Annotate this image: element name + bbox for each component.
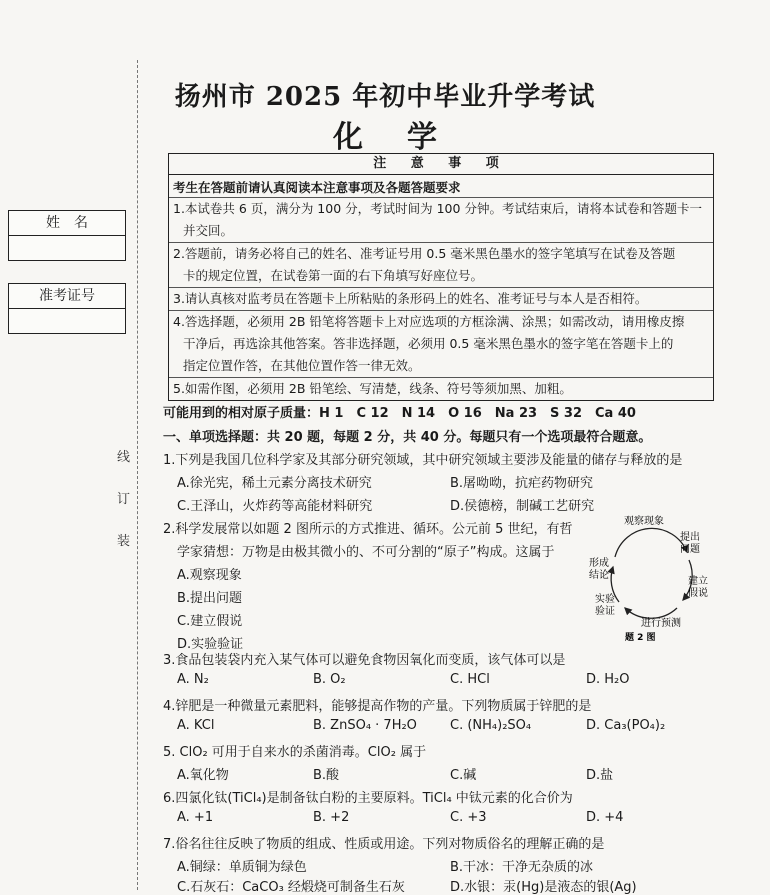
exam-number-label: 准考证号 [9, 284, 125, 309]
question-4-option-a[interactable]: A. KCl [177, 718, 215, 733]
question-5-option-a[interactable]: A.氧化物 [177, 768, 229, 783]
fig-label-conclusion-1: 形成 [589, 558, 609, 569]
fig-caption: 题 2 图 [625, 633, 656, 642]
question-2-option-d[interactable]: D.实验验证 [177, 637, 244, 652]
question-7-option-d[interactable]: D.水银：汞(Hg)是液态的银(Ag) [450, 880, 637, 895]
fig-label-observe: 观察现象 [624, 516, 664, 527]
question-7-option-c[interactable]: C.石灰石：CaCO₃ 经煅烧可制备生石灰 [177, 880, 405, 895]
question-2-stem-line-1: 2.科学发展常以如题 2 图所示的方式推进、循环。公元前 5 世纪，有哲 [163, 522, 573, 537]
question-6-stem: 6.四氯化钛(TiCl₄)是制备钛白粉的主要原料。TiCl₄ 中钛元素的化合价为 [163, 791, 573, 806]
notice-box [168, 153, 714, 401]
question-1-option-d[interactable]: D.侯德榜，制碱工艺研究 [450, 499, 595, 514]
question-4-option-b[interactable]: B. ZnSO₄ · 7H₂O [313, 718, 417, 733]
question-1-option-c[interactable]: C.王泽山，火炸药等高能材料研究 [177, 499, 373, 514]
question-5-stem: 5. ClO₂ 可用于自来水的杀菌消毒。ClO₂ 属于 [163, 745, 427, 760]
name-field[interactable] [9, 236, 125, 260]
question-2-stem-line-2: 学家猜想：万物是由极其微小的、不可分割的“原子”构成。这属于 [177, 545, 555, 560]
fig-label-ask-2: 问题 [680, 544, 700, 555]
notice-item-4: 4.答选择题，必须用 2B 铅笔将答题卡上对应选项的方框涂满、涂黑；如需改动，请用橡皮擦 干净后，再选涂其他答案。答非选择题，必须用 0.5 毫米黑色墨水的签字笔在答题卡上的 指定位置作答，在其他位置作答一律无效。 [169, 310, 713, 377]
question-3-option-a[interactable]: A. N₂ [177, 672, 209, 687]
notice-intro: 考生在答题前请认真阅读本注意事项及各题答题要求 [173, 180, 461, 195]
notice-heading: 注 意 事 项 [169, 154, 713, 175]
question-3-stem: 3.食品包装袋内充入某气体可以避免食物因氧化而变质，该气体可以是 [163, 653, 566, 668]
notice-item-5: 5.如需作图，必须用 2B 铅笔绘、写清楚，线条、符号等须加黑、加粗。 [169, 377, 713, 400]
question-1-option-a[interactable]: A.徐光宪，稀土元素分离技术研究 [177, 476, 372, 491]
question-4-option-d[interactable]: D. Ca₃(PO₄)₂ [586, 718, 666, 733]
question-3-option-b[interactable]: B. O₂ [313, 672, 346, 687]
question-4-option-c[interactable]: C. (NH₄)₂SO₄ [450, 718, 532, 733]
question-7-stem: 7.俗名往往反映了物质的组成、性质或用途。下列对物质俗名的理解正确的是 [163, 837, 605, 852]
atomic-masses: 可能用到的相对原子质量：H 1 C 12 N 14 O 16 Na 23 S 32 Ca 40 [163, 406, 636, 421]
exam-number-field[interactable] [9, 309, 125, 333]
question-2-option-a[interactable]: A.观察现象 [177, 568, 242, 583]
question-2-option-b[interactable]: B.提出问题 [177, 591, 243, 606]
question-1-stem: 1.下列是我国几位科学家及其部分研究领域，其中研究领域主要涉及能量的储存与释放的是 [163, 453, 683, 468]
exam-title: 扬州市 2025 年初中毕业升学考试 [174, 82, 596, 112]
question-4-stem: 4.锌肥是一种微量元素肥料，能够提高作物的产量。下列物质属于锌肥的是 [163, 699, 592, 714]
fig-label-hypothesis-2: 假说 [688, 588, 708, 599]
question-5-option-b[interactable]: B.酸 [313, 768, 340, 783]
fig-label-ask-1: 提出 [680, 532, 700, 543]
subject-title: 化学 [333, 120, 481, 155]
question-5-option-d[interactable]: D.盐 [586, 768, 614, 783]
figure-2-cycle-diagram [585, 512, 715, 642]
question-5-option-c[interactable]: C.碱 [450, 768, 477, 783]
section-1-heading: 一、单项选择题：共 20 题，每题 2 分，共 40 分。每题只有一个选项最符合题意。 [163, 430, 652, 445]
notice-item-1: 1.本试卷共 6 页，满分为 100 分，考试时间为 100 分钟。考试结束后，请将本试卷和答题卡一 并交回。 [169, 197, 713, 242]
question-6-option-c[interactable]: C. +3 [450, 810, 487, 825]
fig-label-verify-1: 实验 [595, 594, 615, 605]
question-1-option-b[interactable]: B.屠呦呦，抗疟药物研究 [450, 476, 594, 491]
fig-label-hypothesis-1: 建立 [688, 576, 708, 587]
question-6-option-b[interactable]: B. +2 [313, 810, 350, 825]
binding-mark-line: 线 [117, 450, 131, 465]
binding-line [137, 60, 138, 890]
binding-mark-ding: 订 [117, 492, 131, 507]
fig-label-verify-2: 验证 [595, 606, 615, 617]
exam-number-box [8, 283, 126, 334]
binding-mark-zhuang: 装 [117, 534, 131, 549]
question-7-option-a[interactable]: A.铜绿：单质铜为绿色 [177, 860, 307, 875]
name-label: 姓 名 [9, 211, 125, 236]
question-6-option-d[interactable]: D. +4 [586, 810, 624, 825]
fig-label-predict: 进行预测 [641, 618, 681, 629]
question-7-option-b[interactable]: B.干冰：干净无杂质的冰 [450, 860, 594, 875]
question-3-option-c[interactable]: C. HCl [450, 672, 490, 687]
question-6-option-a[interactable]: A. +1 [177, 810, 214, 825]
question-3-option-d[interactable]: D. H₂O [586, 672, 630, 687]
question-2-option-c[interactable]: C.建立假说 [177, 614, 243, 629]
notice-item-3: 3.请认真核对监考员在答题卡上所粘贴的条形码上的姓名、准考证号与本人是否相符。 [169, 287, 713, 310]
fig-label-conclusion-2: 结论 [589, 570, 609, 581]
name-box [8, 210, 126, 261]
notice-item-2: 2.答题前，请务必将自己的姓名、准考证号用 0.5 毫米黑色墨水的签字笔填写在试卷及答题 卡的规定位置，在试卷第一面的右下角填写好座位号。 [169, 242, 713, 287]
